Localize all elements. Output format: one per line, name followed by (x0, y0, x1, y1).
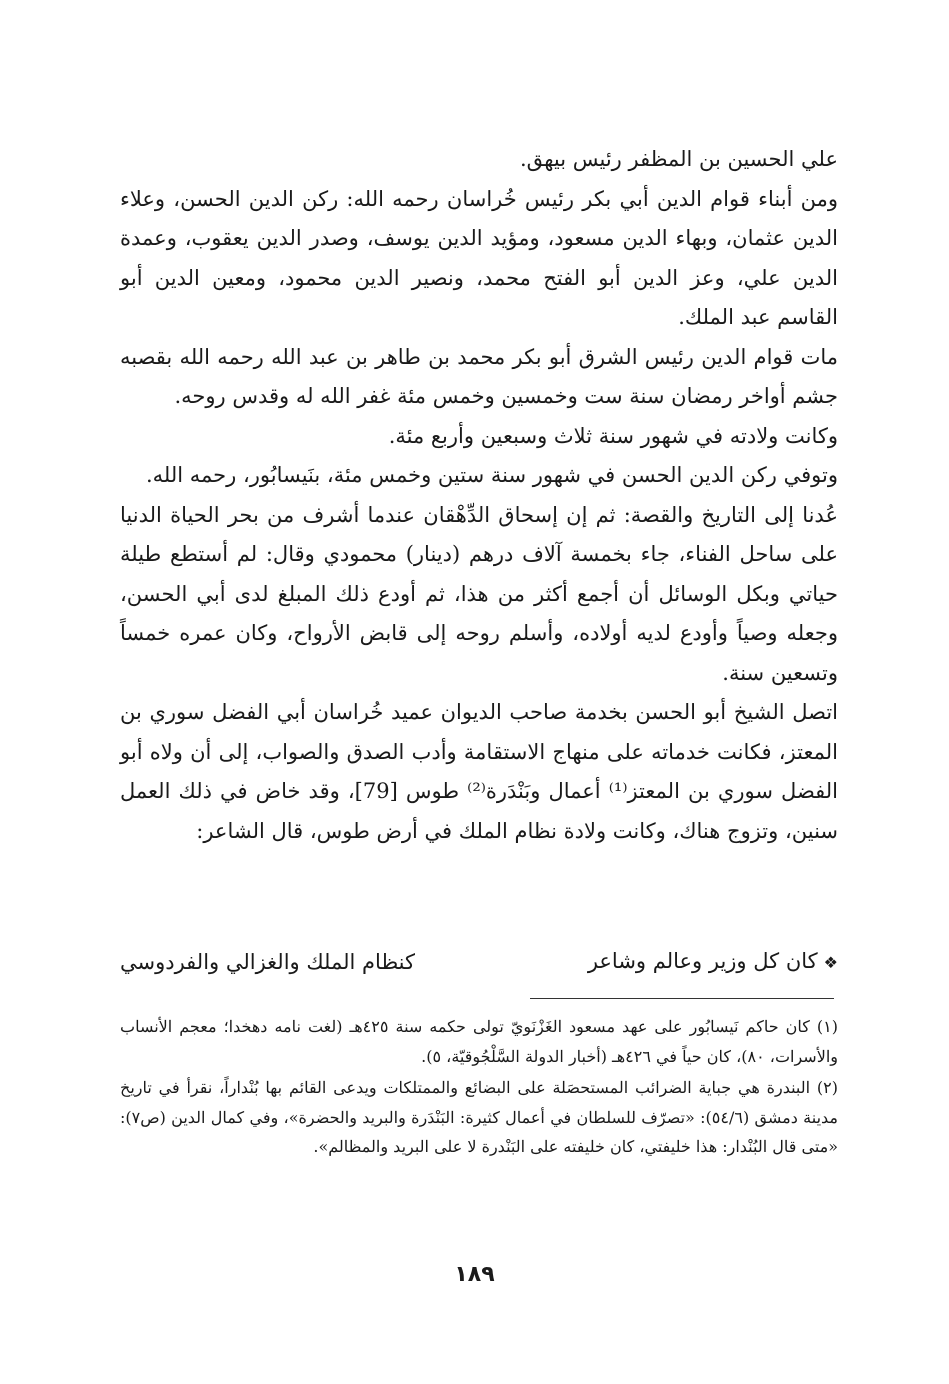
paragraph-7: اتصل الشيخ أبو الحسن بخدمة صاحب الديوان عميد خُراسان أبي الفضل سوري بن المعتز، فكانت خدماته على منهاج الاستقامة وأدب الصدق والصواب، إلى أن ولاه أبو الفضل سوري بن المعتز⁽¹⁾ أعمال وبَنْدَرة⁽²⁾ طوس [79]، وقد خاض في ذلك العمل سنين، وتزوج هناك، وكانت ولادة نظام الملك في أرض طوس، قال الشاعر: (120, 700, 839, 843)
footnote-1: (١) كان حاكم نَيسابُور على عهد مسعود الغَزْنَويّ تولى حكمه سنة ٤٢٥هـ (لغت نامه دهخدا؛ معجم الأنساب والأسرات، ٨٠)، كان حياً في ٤٢٦هـ (أخبار الدولة السَّلْجُوقيّة، ٥). (120, 1017, 838, 1066)
verse-first-hemistich (588, 942, 838, 982)
page-number: ١٨٩ (454, 1262, 495, 1287)
footnote-2: (٢) البندرة هي جباية الضرائب المستحصَلة على البضائع والممتلكات ويدعى القائم بها بُنْداراً، نقرأ في تاريخ مدينة دمشق (٥٤/٦): «تصرّف للسلطان في أعمال كثيرة: البَنْدَرة والبريد والحضرة»، وفي كمال الدين (ص٧): «متى قال البُنْدار: هذا خليفتي، كان خليفته على البَنْدرة لا على البريد والمظالم». (120, 1078, 838, 1156)
main-text (120, 140, 838, 851)
footnote-divider (530, 998, 834, 999)
poetry-verse (120, 942, 838, 982)
verse-second-hemistich: كنظام الملك والغزالي والفردوسي (120, 949, 416, 974)
paragraph-3: مات قوام الدين رئيس الشرق أبو بكر محمد بن طاهر بن عبد الله رحمه الله بقصبه جشم أواخر رمضان سنة ست وخمسين وخمس مئة غفر الله له وقدس روحه. (120, 344, 838, 408)
paragraph-5: وتوفي ركن الدين الحسن في شهور سنة ستين وخمس مئة، بنَيسابُور، رحمه الله. (145, 463, 838, 487)
paragraph-6: عُدنا إلى التاريخ والقصة: ثم إن إسحاق الدِّهْقان عندما أشرف من بحر الحياة الدنيا على ساحل الفناء، جاء بخمسة آلاف درهم (دينار) محمودي وقال: لم أستطع طيلة حياتي وبكل الوسائل أن أجمع أكثر من هذا، ثم أودع ذلك المبلغ لدى أبي الحسن، وجعله وصياً وأودع لديه أولاده، وأسلم روحه إلى قابض الأرواح، وكان عمره خمساً وتسعين سنة. (120, 502, 838, 685)
verse-bullet-icon: ❖ (823, 953, 838, 972)
paragraph-2: ومن أبناء قوام الدين أبي بكر رئيس خُراسان رحمه الله: ركن الدين الحسن، وعلاء الدين عثمان، وبهاء الدين مسعود، ومؤيد الدين يوسف، وصدر الدين يعقوب، وعمدة الدين علي، وعز الدين أبو الفتح محمد، ونصير الدين محمود، ومعين الدين أبو القاسم عبد الملك. (120, 186, 838, 329)
verse-first-text: كان كل وزير وعالم وشاعر (587, 949, 818, 973)
paragraph-1: علي الحسين بن المظفر رئيس بيهق. (520, 147, 838, 171)
paragraph-4: وكانت ولادته في شهور سنة ثلاث وسبعين وأربع مئة. (388, 423, 838, 448)
footnotes (120, 1012, 838, 1164)
